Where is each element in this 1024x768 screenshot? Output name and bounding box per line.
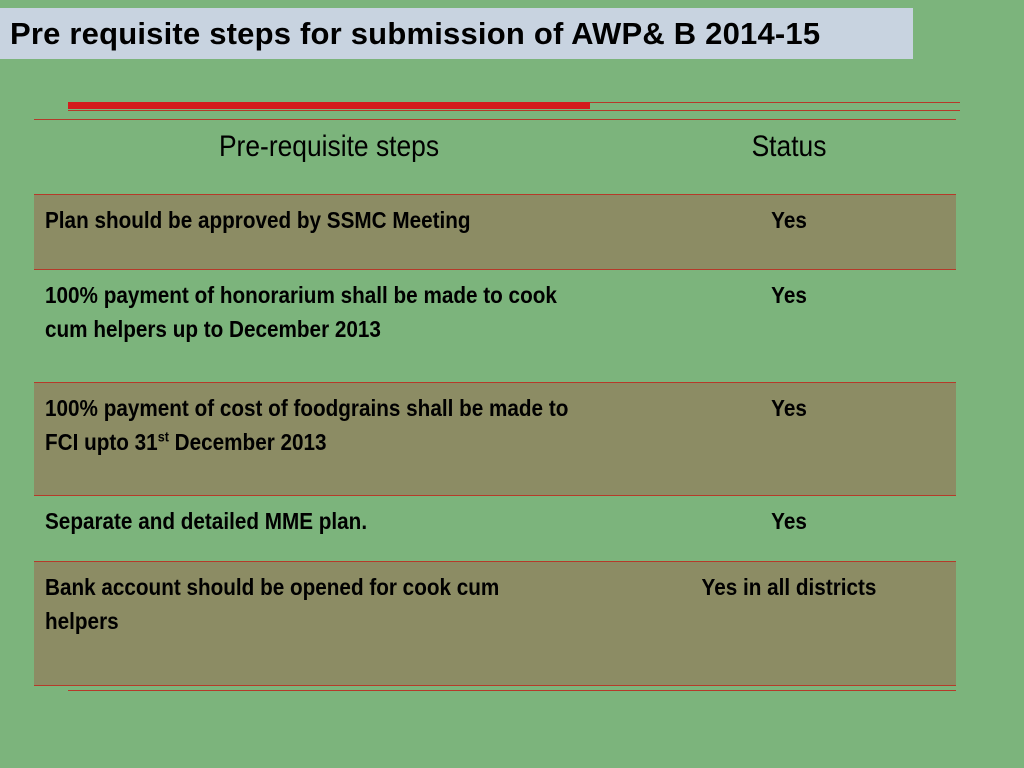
step-cell: Plan should be approved by SSMC Meeting (45, 207, 471, 233)
title-banner (0, 8, 913, 59)
status-cell: Yes (771, 207, 807, 233)
table-row (34, 195, 956, 270)
step-cell: Separate and detailed MME plan. (45, 508, 368, 534)
status-cell: Yes (771, 508, 807, 534)
step-superscript: st (157, 428, 169, 445)
decorative-red-bar (68, 102, 590, 109)
step-cell (45, 391, 594, 459)
status-cell: Yes (771, 282, 807, 308)
header-steps: Pre-requisite steps (218, 130, 440, 163)
step-cell: 100% payment of honorarium shall be made to cook cum helpers up to December 2013 (45, 282, 557, 342)
prerequisite-table (34, 119, 956, 686)
table-row (34, 496, 956, 562)
table-row (34, 383, 956, 496)
decorative-rule-top (590, 102, 960, 103)
decorative-rule-under (68, 110, 960, 111)
decorative-rule-bottom (68, 690, 956, 691)
step-cell: Bank account should be opened for cook cum helpers (45, 574, 500, 634)
step-text-suffix: December 2013 (168, 429, 327, 455)
table-row (34, 562, 956, 686)
header-status: Status (751, 130, 827, 163)
status-cell: Yes (771, 395, 807, 421)
table-header-row (34, 120, 956, 195)
step-text-prefix: 100% payment of cost of foodgrains shall be made to FCI upto 31 (45, 395, 569, 455)
status-cell: Yes in all districts (701, 574, 877, 600)
page-title: Pre requisite steps for submission of AWP& B 2014-15 (10, 15, 821, 51)
table-row (34, 270, 956, 383)
